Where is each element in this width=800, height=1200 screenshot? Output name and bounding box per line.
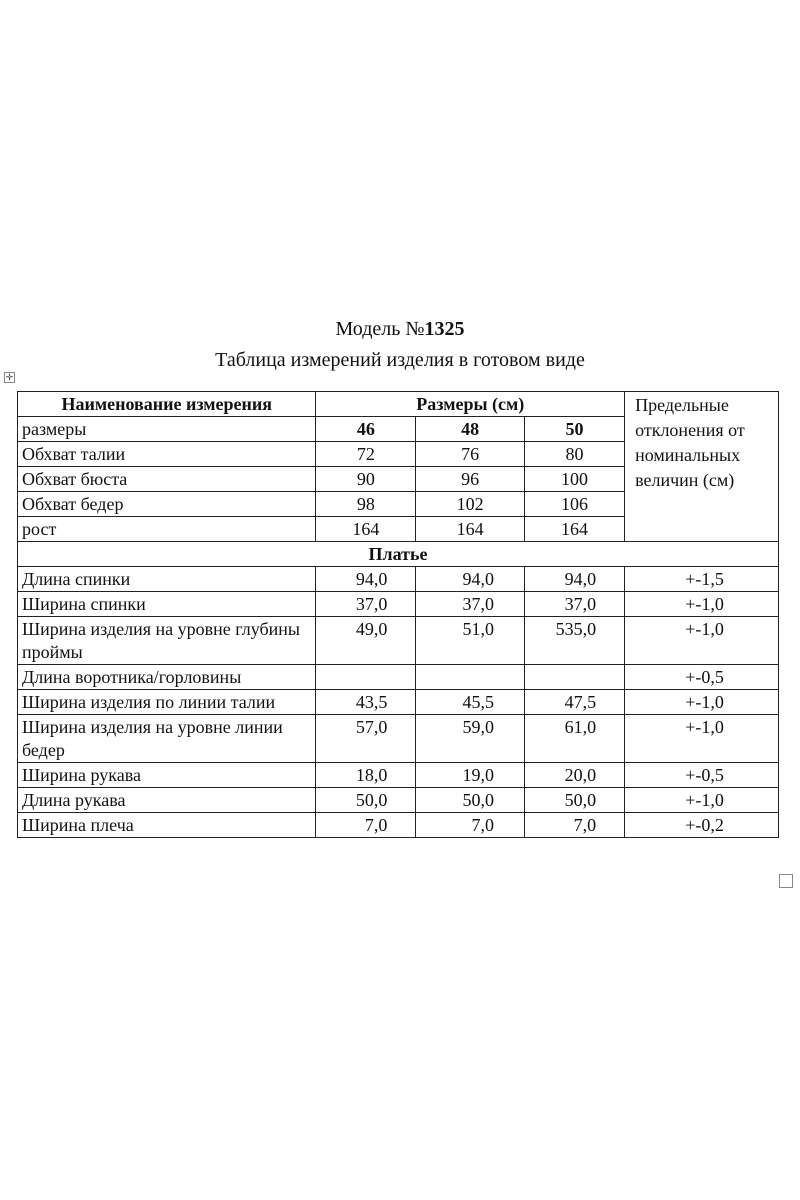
row-label: Длина воротника/горловины (18, 665, 316, 690)
sizes-header: Размеры (см) (316, 392, 625, 417)
tolerance-header: Предельные отклонения от номинальных величин (см) (625, 392, 779, 542)
table-row (18, 690, 779, 715)
value-cell: 72 (316, 442, 416, 467)
value-cell: 164 (316, 517, 416, 542)
measurement-table (17, 391, 779, 838)
value-cell: 37,0 (524, 592, 624, 617)
table-subtitle: Таблица измерений изделия в готовом виде (215, 349, 585, 371)
value-cell: 94,0 (524, 567, 624, 592)
tolerance-cell: +-0,5 (625, 665, 779, 690)
row-label: Ширина изделия по линии талии (18, 690, 316, 715)
value-cell: 76 (416, 442, 525, 467)
value-cell: 50,0 (416, 788, 525, 813)
table-row (18, 788, 779, 813)
value-cell: 43,5 (316, 690, 416, 715)
value-cell: 37,0 (316, 592, 416, 617)
row-label: Длина спинки (18, 567, 316, 592)
model-number: 1325 (424, 318, 465, 340)
value-cell (316, 665, 416, 690)
table-row (18, 763, 779, 788)
tolerance-cell: +-1,0 (625, 690, 779, 715)
row-label: Ширина изделия на уровне глубины проймы (18, 617, 316, 665)
value-cell: 37,0 (416, 592, 525, 617)
table-row (18, 567, 779, 592)
value-cell: 18,0 (316, 763, 416, 788)
size-cell: 50 (524, 417, 624, 442)
value-cell: 164 (524, 517, 624, 542)
row-label: Обхват бюста (18, 467, 316, 492)
value-cell: 20,0 (524, 763, 624, 788)
value-cell: 57,0 (316, 715, 416, 763)
value-cell: 80 (524, 442, 624, 467)
value-cell: 164 (416, 517, 525, 542)
value-cell: 106 (524, 492, 624, 517)
value-cell: 19,0 (416, 763, 525, 788)
row-label: Ширина рукава (18, 763, 316, 788)
tolerance-cell: +-1,0 (625, 617, 779, 665)
row-label: Ширина изделия на уровне линии бедер (18, 715, 316, 763)
size-cell: 46 (316, 417, 416, 442)
tolerance-cell: +-0,2 (625, 813, 779, 838)
value-cell: 94,0 (316, 567, 416, 592)
row-label: рост (18, 517, 316, 542)
row-label: Длина рукава (18, 788, 316, 813)
row-label: Обхват талии (18, 442, 316, 467)
value-cell: 535,0 (524, 617, 624, 665)
value-cell: 7,0 (524, 813, 624, 838)
value-cell (416, 665, 525, 690)
value-cell: 98 (316, 492, 416, 517)
value-cell: 50,0 (524, 788, 624, 813)
value-cell (524, 665, 624, 690)
row-label: Ширина плеча (18, 813, 316, 838)
table-row (18, 617, 779, 665)
value-cell: 100 (524, 467, 624, 492)
model-prefix: Модель № (335, 318, 425, 340)
table-row (18, 813, 779, 838)
tolerance-cell: +-1,0 (625, 715, 779, 763)
tolerance-cell: +-1,0 (625, 592, 779, 617)
value-cell: 59,0 (416, 715, 525, 763)
section-label: Платье (18, 542, 779, 567)
value-cell: 90 (316, 467, 416, 492)
value-cell: 94,0 (416, 567, 525, 592)
row-label: Обхват бедер (18, 492, 316, 517)
value-cell: 50,0 (316, 788, 416, 813)
value-cell: 96 (416, 467, 525, 492)
value-cell: 47,5 (524, 690, 624, 715)
value-cell: 61,0 (524, 715, 624, 763)
tolerance-cell: +-1,5 (625, 567, 779, 592)
table-row (18, 665, 779, 690)
table-row (18, 715, 779, 763)
tolerance-cell: +-1,0 (625, 788, 779, 813)
value-cell: 102 (416, 492, 525, 517)
table-resize-handle[interactable] (779, 874, 793, 888)
value-cell: 51,0 (416, 617, 525, 665)
sizes-row-label: размеры (18, 417, 316, 442)
tolerance-cell: +-0,5 (625, 763, 779, 788)
table-header-row (18, 392, 779, 417)
table-move-handle-icon[interactable]: ✛ (5, 373, 14, 383)
value-cell: 45,5 (416, 690, 525, 715)
value-cell: 7,0 (316, 813, 416, 838)
page-title (0, 316, 800, 342)
row-label: Ширина спинки (18, 592, 316, 617)
size-cell: 48 (416, 417, 525, 442)
value-cell: 7,0 (416, 813, 525, 838)
value-cell: 49,0 (316, 617, 416, 665)
col-name-header: Наименование измерения (18, 392, 316, 417)
table-row (18, 592, 779, 617)
section-row (18, 542, 779, 567)
